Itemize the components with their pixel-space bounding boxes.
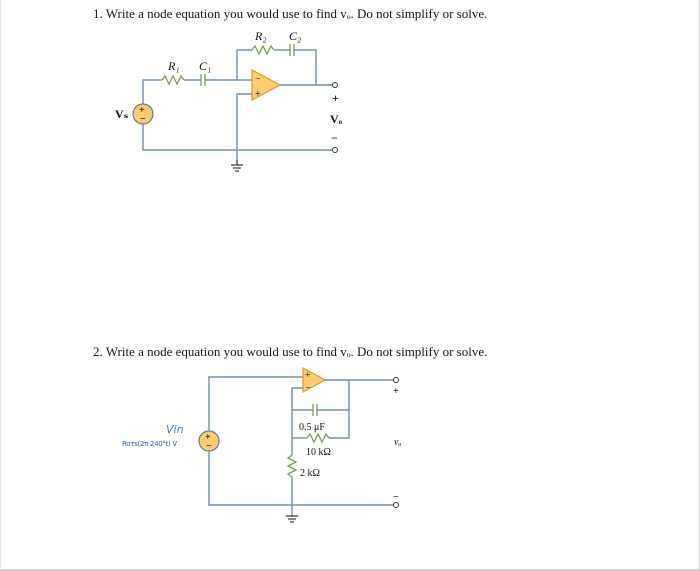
r-ground-resistor [288, 455, 296, 477]
source-2-plus: + [205, 432, 211, 443]
wire-source-to-plus [209, 377, 303, 430]
label-vo2-plus: + [393, 386, 399, 397]
source-expression-annotation: Roτs(2π·240°t) V [122, 440, 177, 448]
label-c1: C₁ [199, 59, 212, 73]
label-r-feedback: 10 kΩ [306, 447, 331, 458]
label-r-ground: 2 kΩ [300, 468, 320, 479]
label-vs: Vₛ [115, 107, 129, 121]
question-1-number: 1. [93, 6, 103, 21]
label-cap: 0.5 μF [299, 422, 325, 433]
label-vo-plus: + [332, 91, 339, 105]
source-1-plus: + [139, 105, 145, 116]
op-amp-2-plus: + [305, 370, 311, 381]
wire-cap-right [317, 380, 349, 410]
wire-rf-right [329, 410, 349, 438]
label-vo: Vₒ [330, 112, 343, 126]
source-2-minus: − [206, 441, 212, 452]
question-2-text: Write a node equation you would use to find vₒ. Do not simplify or solve. [105, 344, 488, 359]
output-terminal-top-2 [394, 378, 399, 383]
source-1-minus: − [140, 114, 146, 125]
output-terminal-bottom-2 [394, 503, 399, 508]
label-vo2-minus: − [393, 492, 399, 503]
op-amp-2-minus: − [305, 383, 311, 394]
question-1-text: Write a node equation you would use to find vₒ. Do not simplify or solve. [105, 6, 488, 21]
op-amp-1-minus: − [255, 74, 261, 85]
rf-resistor [307, 434, 329, 442]
label-vo-minus: − [331, 131, 338, 145]
label-r2: R₂ [255, 29, 267, 43]
label-r1: R₁ [168, 59, 180, 73]
handwritten-vin: Vin [166, 423, 184, 436]
label-vo2: vₒ [394, 437, 402, 448]
op-amp-1-plus: + [255, 89, 261, 100]
label-c2: C₂ [289, 29, 302, 43]
question-2-number: 2. [93, 344, 103, 359]
